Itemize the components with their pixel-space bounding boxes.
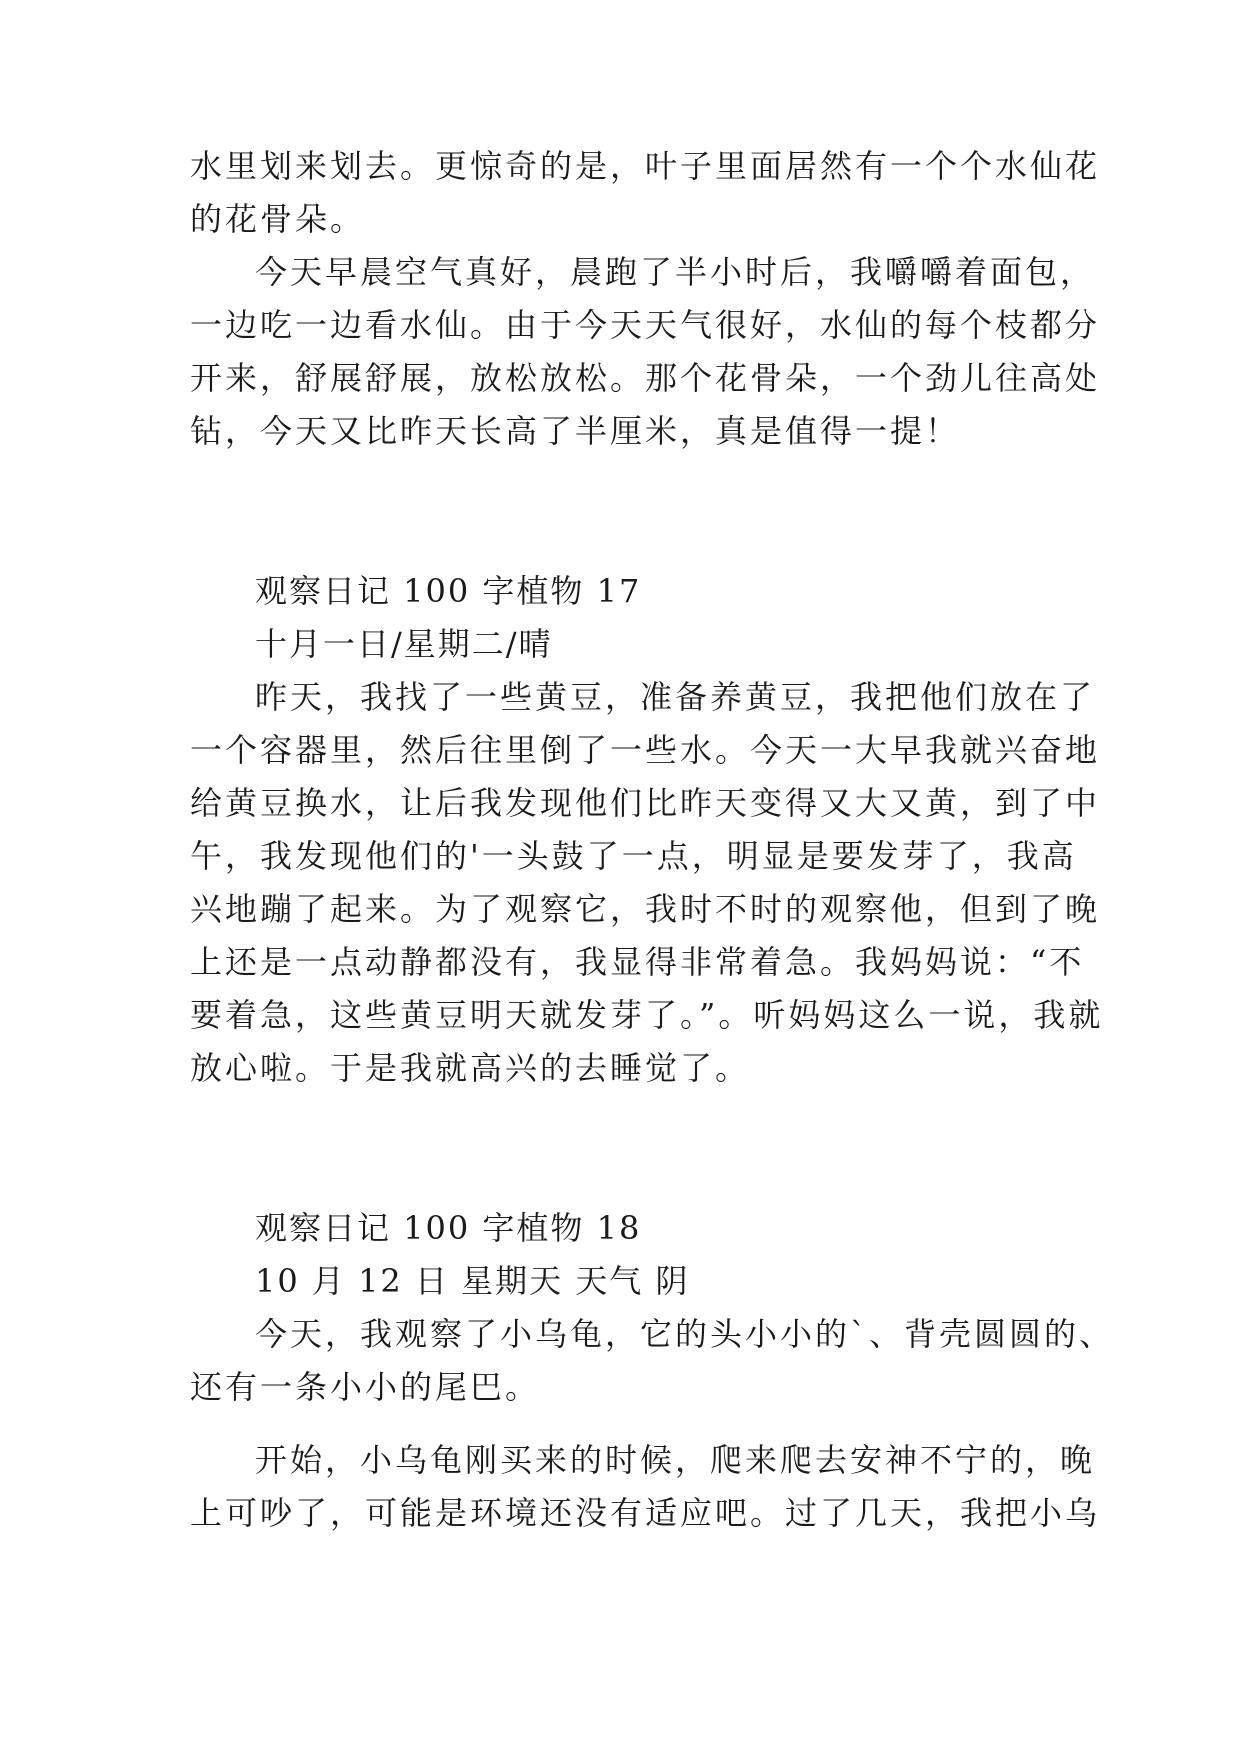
text-line: 兴地蹦了起来。为了观察它，我时不时的观察他，但到了晚 (190, 890, 1101, 928)
text-line: 上还是一点动静都没有，我显得非常着急。我妈妈说：“不 (190, 943, 1085, 981)
section-title: 观察日记 100 字植物 17 (255, 572, 642, 610)
text-line: 今天，我观察了小乌龟，它的头小小的`、背壳圆圆的、 (255, 1315, 1115, 1353)
text-line: 上可吵了，可能是环境还没有适应吧。过了几天，我把小乌 (190, 1494, 1101, 1532)
text-line: 的花骨朵。 (190, 200, 366, 238)
section-date: 10 月 12 日 星期天 天气 阴 (255, 1262, 690, 1300)
text-line: 今天早晨空气真好，晨跑了半小时后，我嚼嚼着面包， (255, 253, 1096, 291)
text-line: 一个容器里，然后往里倒了一些水。今天一大早我就兴奋地 (190, 731, 1101, 769)
text-line: 水里划来划去。更惊奇的是，叶子里面居然有一个个水仙花 (190, 147, 1101, 185)
text-line: 一边吃一边看水仙。由于今天天气很好，水仙的每个枝都分 (190, 306, 1101, 344)
text-line: 开始，小乌龟刚买来的时候，爬来爬去安神不宁的，晚 (255, 1441, 1096, 1479)
text-line: 要着急，这些黄豆明天就发芽了。”。听妈妈这么一说，我就 (190, 996, 1104, 1034)
text-line: 午，我发现他们的'一头鼓了一点，明显是要发芽了，我高 (190, 837, 1077, 875)
text-line: 昨天，我找了一些黄豆，准备养黄豆，我把他们放在了 (255, 678, 1096, 716)
section-title: 观察日记 100 字植物 18 (255, 1209, 642, 1247)
text-line: 钻，今天又比昨天长高了半厘米，真是值得一提！ (190, 412, 961, 450)
text-line: 还有一条小小的尾巴。 (190, 1368, 541, 1406)
text-line: 给黄豆换水，让后我发现他们比昨天变得又大又黄，到了中 (190, 784, 1101, 822)
section-date: 十月一日/星期二/晴 (255, 625, 553, 663)
text-line: 放心啦。于是我就高兴的去睡觉了。 (190, 1049, 751, 1087)
text-line: 开来，舒展舒展，放松放松。那个花骨朵，一个劲儿往高处 (190, 359, 1101, 397)
